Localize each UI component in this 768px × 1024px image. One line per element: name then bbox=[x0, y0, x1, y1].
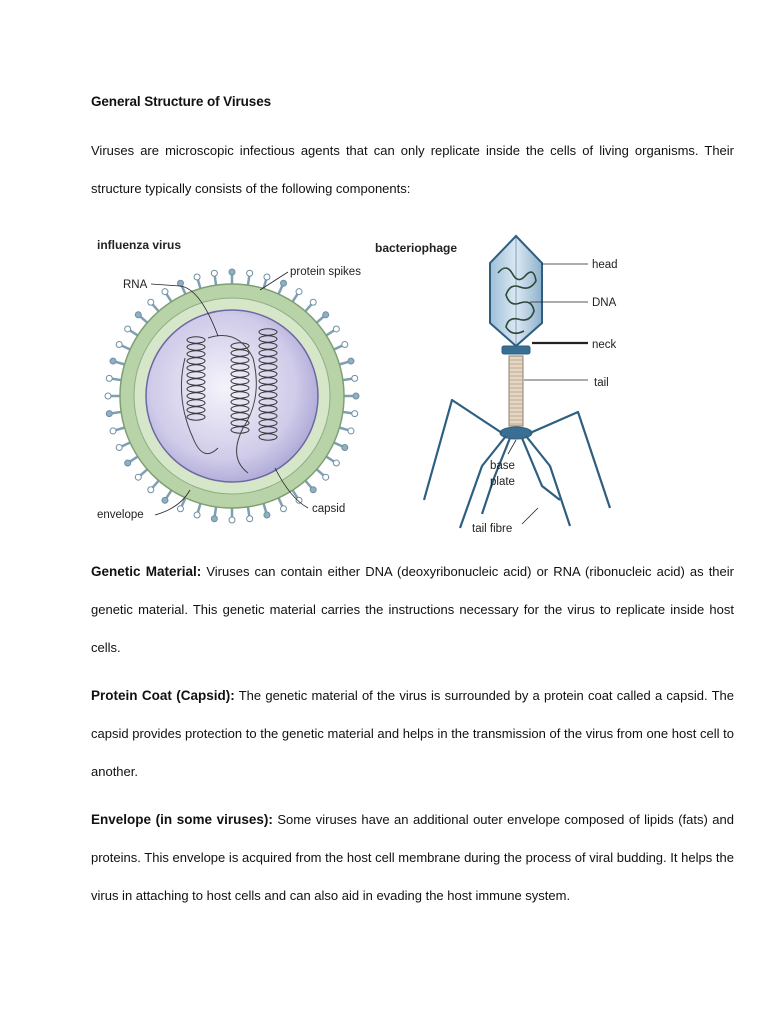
influenza-title: influenza virus bbox=[97, 238, 182, 252]
protein-spike-tip bbox=[342, 445, 348, 451]
protein-spike-tip bbox=[296, 497, 302, 503]
protein-spike-tip bbox=[296, 289, 302, 295]
section-text: The genetic material of the virus is surrounded by a protein coat called a capsid. The capsid provides protection to the genetic material and helps in the transmission of the virus from one host cell to another. bbox=[91, 688, 734, 779]
protein-spike-tip bbox=[194, 274, 200, 280]
tail-label: tail bbox=[594, 377, 609, 389]
protein-spike-tip bbox=[333, 460, 339, 466]
protein-spike-tip bbox=[323, 312, 329, 318]
protein-spike-tip bbox=[125, 326, 131, 332]
protein-spike-tip bbox=[211, 270, 217, 276]
protein-spike-tip bbox=[177, 280, 183, 286]
protein-spike-tip bbox=[310, 299, 316, 305]
bacteriophage-diagram bbox=[375, 236, 618, 535]
protein-spike-tip bbox=[135, 474, 141, 480]
protein-spike-tip bbox=[148, 299, 154, 305]
protein-spike-tip bbox=[348, 428, 354, 434]
dna-label: DNA bbox=[592, 297, 617, 309]
protein-spike-tip bbox=[342, 341, 348, 347]
protein-spike-tip bbox=[110, 428, 116, 434]
head-label: head bbox=[592, 259, 618, 271]
document-title: General Structure of Viruses bbox=[91, 94, 272, 109]
section-envelope bbox=[91, 801, 734, 915]
plate-label: plate bbox=[490, 476, 515, 488]
protein-spike-tip bbox=[323, 474, 329, 480]
section-text: Some viruses have an additional outer envelope composed of lipids (fats) and proteins. This envelope is acquired from the host cell membrane during the process of viral budding. It helps the virus in attaching to host cells and can also aid in evading the host immune system. bbox=[91, 812, 734, 903]
protein-spike-tip bbox=[110, 358, 116, 364]
protein-spike-tip bbox=[211, 516, 217, 522]
protein-spike-tip bbox=[105, 393, 111, 399]
protein-spike-tip bbox=[229, 269, 235, 275]
protein-spike-tip bbox=[333, 326, 339, 332]
virus-structure-figure bbox=[90, 228, 650, 540]
protein-spike-tip bbox=[353, 393, 359, 399]
protein-spike-tip bbox=[352, 375, 358, 381]
phage-neck bbox=[502, 346, 530, 354]
phage-tail bbox=[509, 356, 523, 426]
protein-spike-tip bbox=[264, 274, 270, 280]
protein-spike-tip bbox=[281, 506, 287, 512]
protein-spike-tip bbox=[281, 280, 287, 286]
rna-label: RNA bbox=[123, 279, 148, 291]
bacteriophage-title: bacteriophage bbox=[375, 241, 458, 255]
section-protein-coat bbox=[91, 677, 734, 791]
protein-spike-tip bbox=[194, 512, 200, 518]
protein-spike-tip bbox=[148, 487, 154, 493]
protein-spike-tip bbox=[229, 517, 235, 523]
protein-spike-tip bbox=[116, 445, 122, 451]
protein-spike-tip bbox=[348, 358, 354, 364]
protein-spike-tip bbox=[352, 411, 358, 417]
protein-spike-tip bbox=[106, 411, 112, 417]
protein-spike-tip bbox=[247, 516, 253, 522]
protein-spike-tip bbox=[116, 341, 122, 347]
section-text: Viruses can contain either DNA (deoxyribonucleic acid) or RNA (ribonucleic acid) as their genetic material. This genetic material carries the instructions necessary for the virus to replicate inside host cells. bbox=[91, 564, 734, 655]
section-genetic-material bbox=[91, 553, 734, 667]
section-heading: Genetic Material: bbox=[91, 564, 202, 579]
protein-spike-tip bbox=[135, 312, 141, 318]
protein-spikes-label: protein spikes bbox=[290, 266, 361, 278]
neck-label: neck bbox=[592, 339, 617, 351]
capsid-label: capsid bbox=[312, 503, 346, 515]
influenza-virus-diagram bbox=[97, 238, 361, 523]
intro-paragraph: Viruses are microscopic infectious agents that can only replicate inside the cells of living organisms. Their structure typically consists of the following components: bbox=[91, 143, 734, 196]
protein-spike-tip bbox=[247, 270, 253, 276]
protein-spike-tip bbox=[125, 460, 131, 466]
section-heading: Protein Coat (Capsid): bbox=[91, 688, 235, 703]
tail-fibre-label: tail fibre bbox=[472, 523, 513, 535]
envelope-label: envelope bbox=[97, 509, 144, 521]
base-label: base bbox=[490, 460, 515, 472]
protein-spike-tip bbox=[177, 506, 183, 512]
protein-spike-tip bbox=[162, 497, 168, 503]
protein-spike-tip bbox=[310, 487, 316, 493]
protein-spike-tip bbox=[264, 512, 270, 518]
protein-spike-tip bbox=[106, 375, 112, 381]
section-heading: Envelope (in some viruses): bbox=[91, 812, 273, 827]
protein-spike-tip bbox=[162, 289, 168, 295]
